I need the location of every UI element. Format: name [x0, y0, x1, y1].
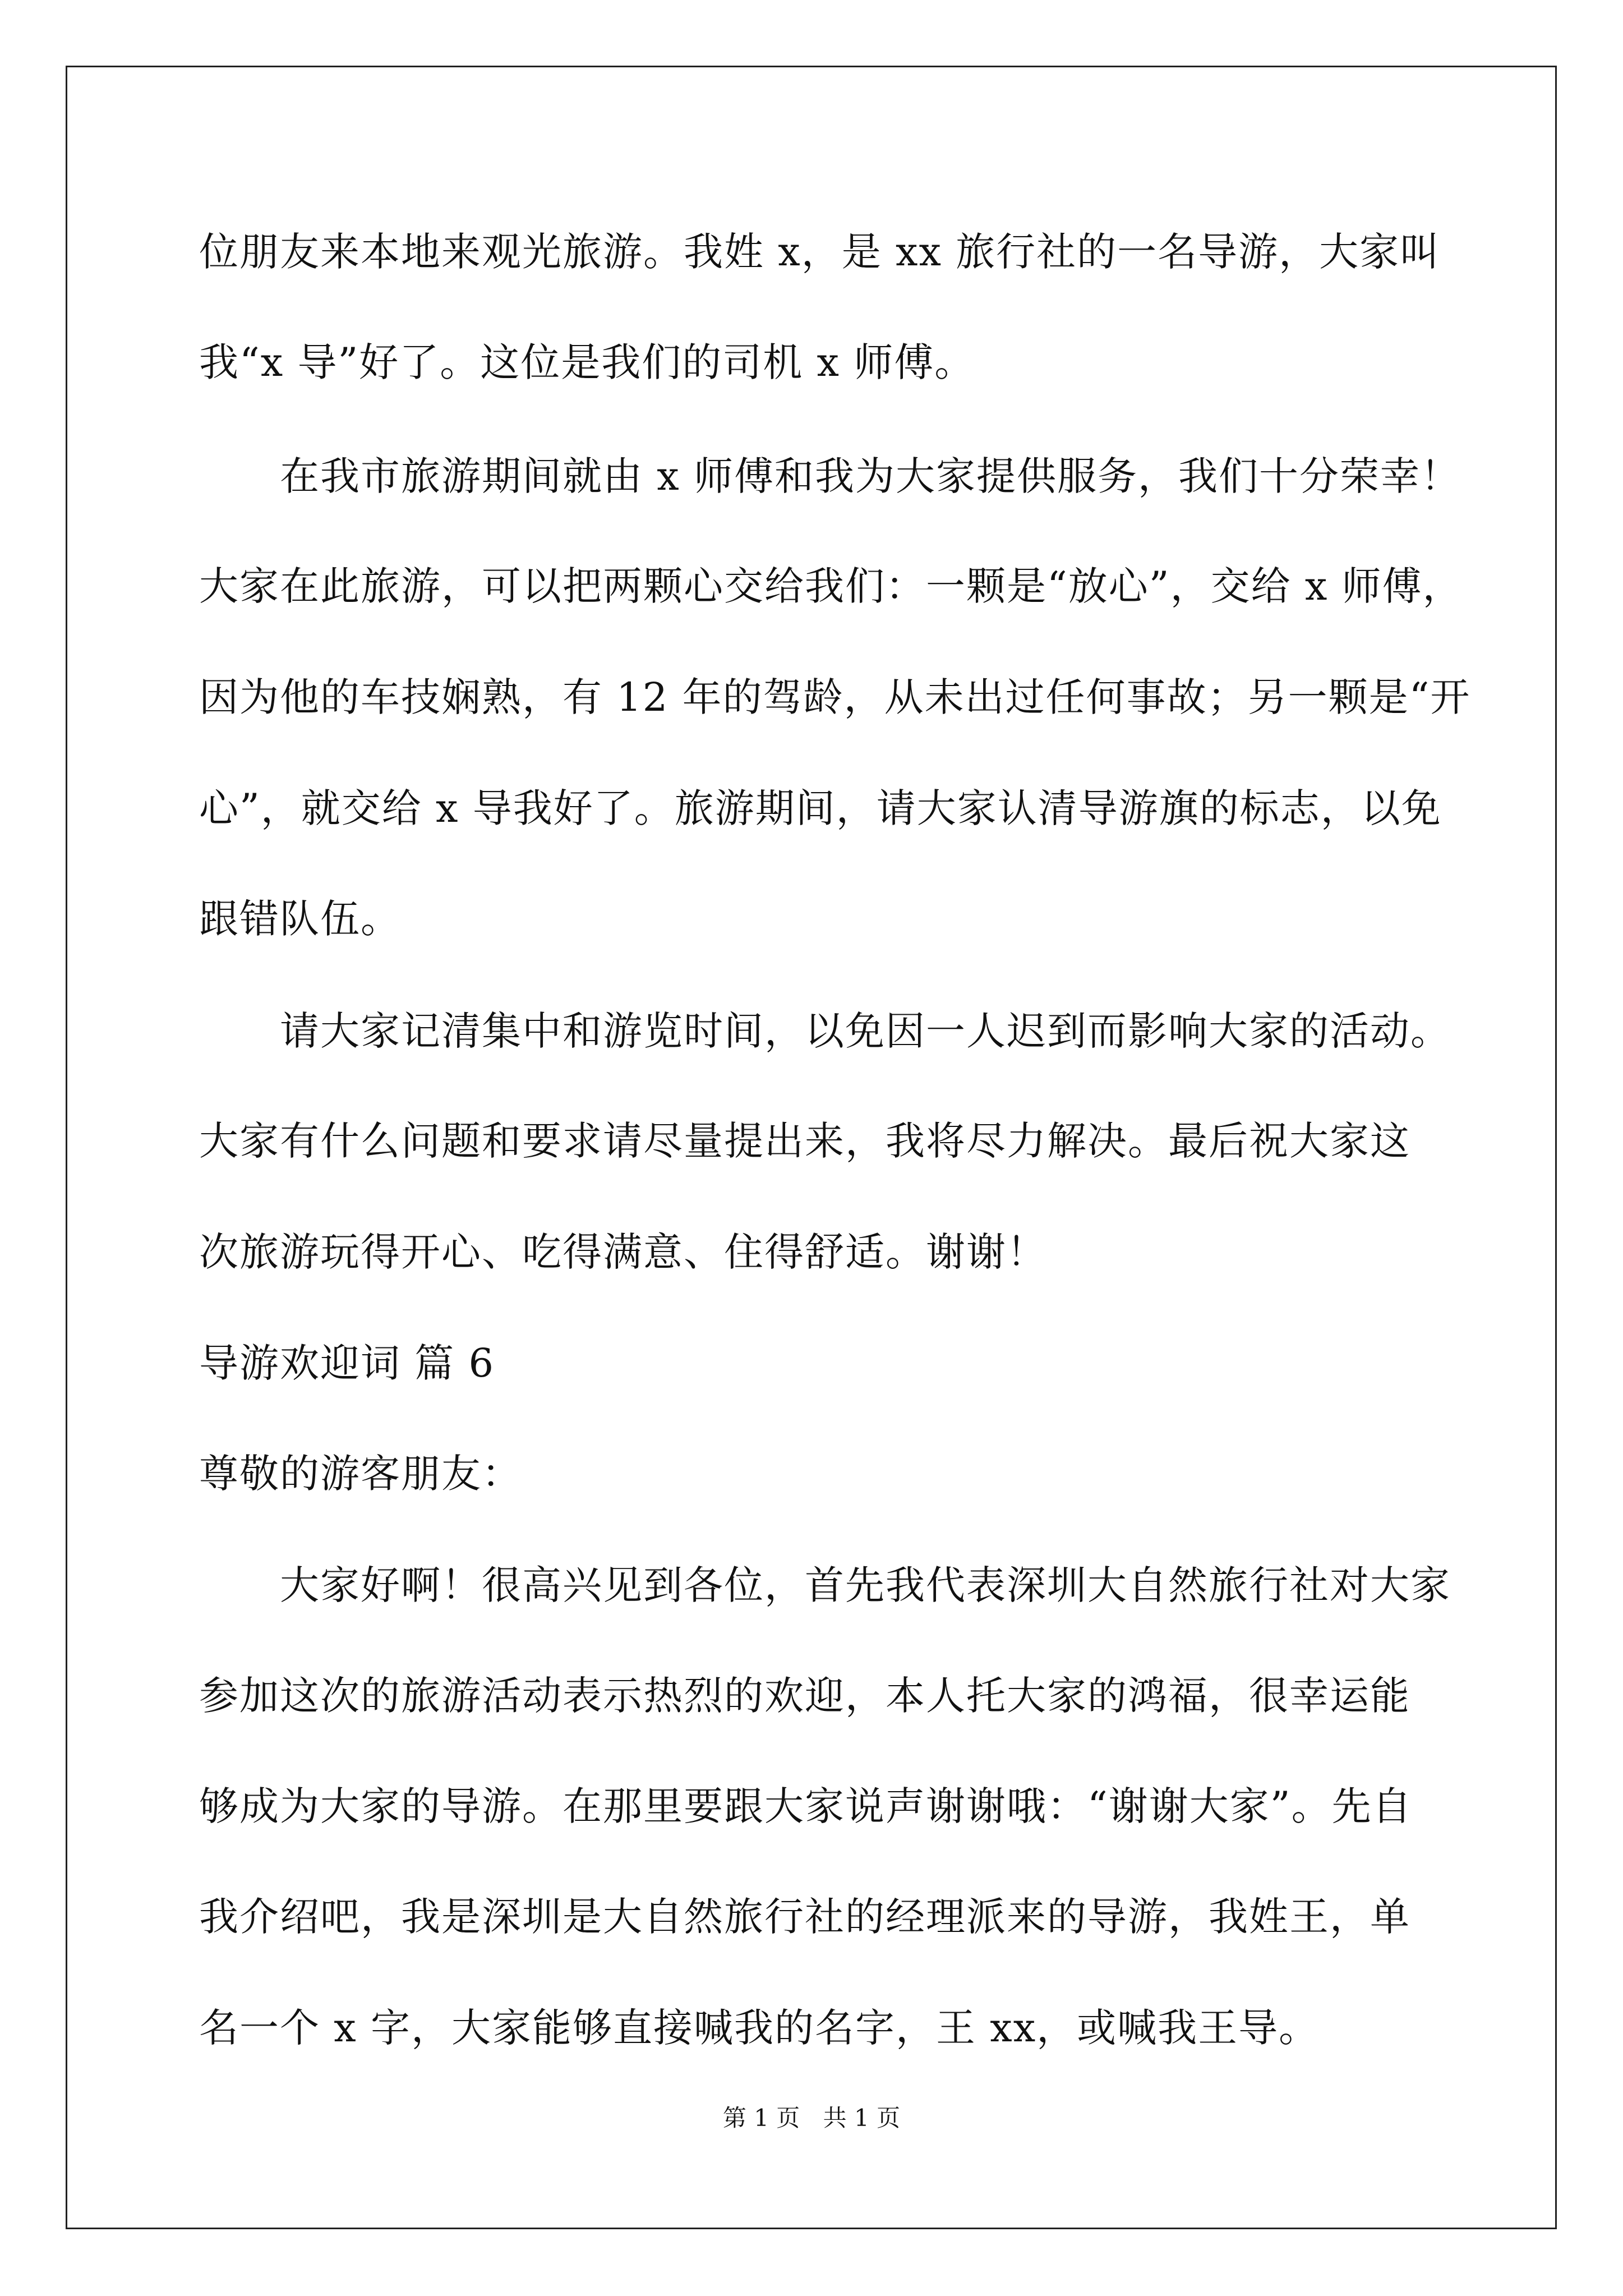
- page-total: 共 1 页: [823, 2104, 901, 2132]
- text-line: 心”，就交给 x 导我好了。旅游期间，请大家认清导游旗的标志，以免: [199, 785, 1442, 831]
- paragraph-start-line: 请大家记清集中和游览时间，以免因一人迟到而影响大家的活动。: [280, 1008, 1451, 1054]
- page-footer: [0, 2102, 1623, 2134]
- page-number: 第 1 页: [722, 2104, 800, 2132]
- text-line: 大家在此旅游，可以把两颗心交给我们：一颗是“放心”，交给 x 师傅，: [199, 563, 1463, 609]
- text-line: 参加这次的旅游活动表示热烈的欢迎，本人托大家的鸿福，很幸运能: [199, 1673, 1410, 1719]
- section-heading: 导游欢迎词 篇 6: [199, 1340, 495, 1386]
- paragraph-start-line: 在我市旅游期间就由 x 师傅和我为大家提供服务，我们十分荣幸！: [280, 453, 1461, 499]
- salutation: 尊敬的游客朋友：: [199, 1451, 522, 1497]
- text-line: 位朋友来本地来观光旅游。我姓 x，是 xx 旅行社的一名导游，大家叫: [199, 229, 1441, 275]
- text-line: 我“x 导”好了。这位是我们的司机 x 师傅。: [199, 339, 975, 385]
- text-line: 次旅游玩得开心、吃得满意、住得舒适。谢谢！: [199, 1229, 1047, 1275]
- text-line: 够成为大家的导游。在那里要跟大家说声谢谢哦：“谢谢大家”。先自: [199, 1783, 1413, 1829]
- text-line: 我介绍吧，我是深圳是大自然旅行社的经理派来的导游，我姓王，单: [199, 1894, 1410, 1940]
- text-line: 名一个 x 字，大家能够直接喊我的名字，王 xx，或喊我王导。: [199, 2005, 1320, 2051]
- text-line: 因为他的车技娴熟，有 12 年的驾龄，从未出过任何事故；另一颗是“开: [199, 674, 1471, 720]
- paragraph-start-line: 大家好啊！很高兴见到各位，首先我代表深圳大自然旅行社对大家: [280, 1562, 1451, 1608]
- text-line: 跟错队伍。: [199, 896, 401, 942]
- text-line: 大家有什么问题和要求请尽量提出来，我将尽力解决。最后祝大家这: [199, 1118, 1410, 1164]
